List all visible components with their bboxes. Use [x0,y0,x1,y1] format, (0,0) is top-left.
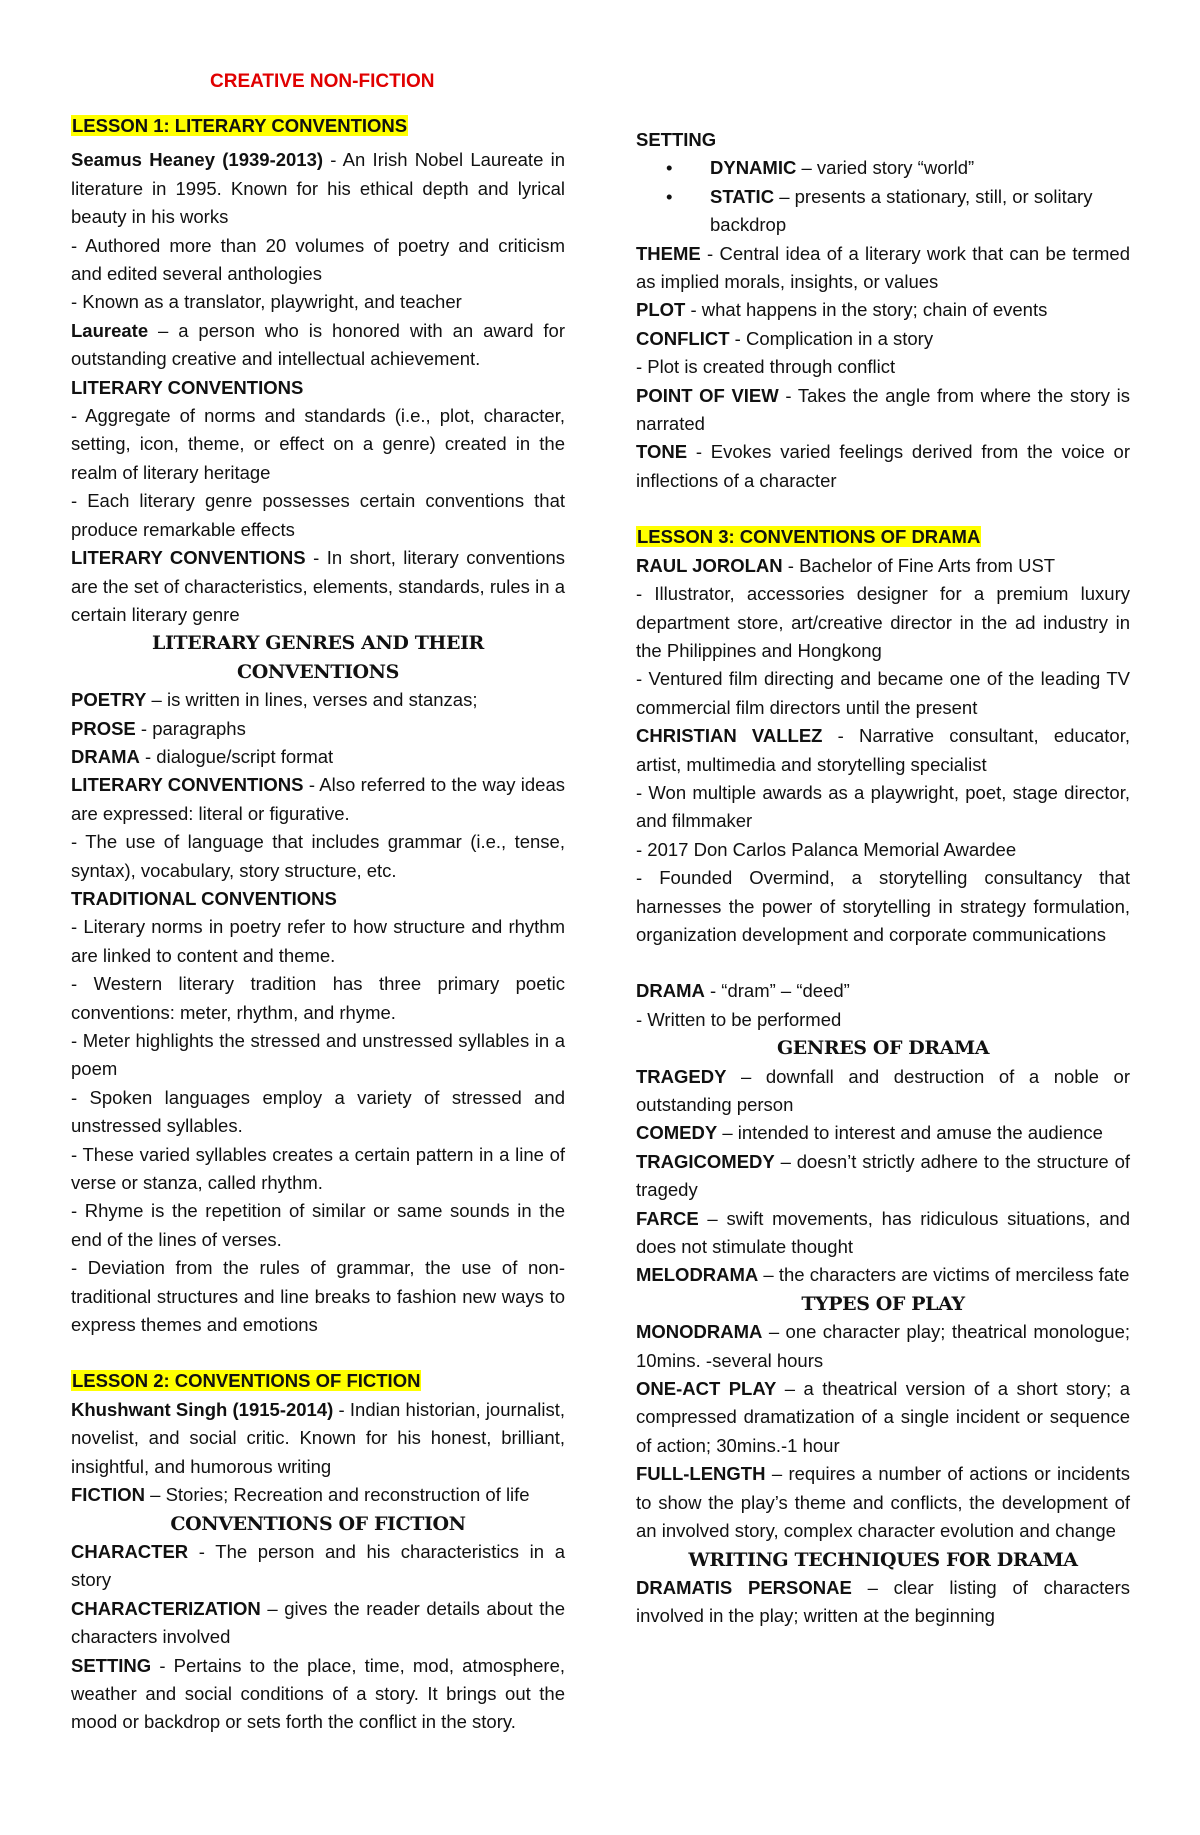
fiction-desc: – Stories; Recreation and reconstruction of life [145,1484,530,1506]
traditional-conventions-heading: TRADITIONAL CONVENTIONS [71,887,337,909]
tc-bullet-4: - Spoken languages employ a variety of stressed and unstressed syllables. [71,1086,565,1137]
poetry-entry [71,686,565,714]
laureate-term: Laureate [71,319,149,341]
static-term: STATIC [710,185,775,207]
jorolan-bullet-2: - Ventured film directing and became one of the leading TV commercial film directors until the present [636,668,1130,718]
lc-bullet-2: - Each literary genre possesses certain conventions that produce remarkable effects [71,490,565,540]
heaney-desc: - An Irish Nobel Laureate in literature in 1995. Known for his ethical depth and lyrical beauty in his works [71,149,565,228]
melodrama-desc: – the characters are victims of merciless fate [758,1264,1130,1286]
lc2-term: LITERARY CONVENTIONS [71,547,306,569]
personae-term: DRAMATIS PERSONAE [636,1576,852,1598]
left-column [71,112,565,1737]
drama-def-desc: - “dram” – “deed” [704,980,850,1002]
setting-desc: - Pertains to the place, time, mod, atmosphere, weather and social conditions of a story. It brings out the mood or backdrop or sets forth the conflict in the story. [71,1654,565,1733]
monodrama-desc: – one character play; theatrical monologue; 10mins. -several hours [636,1321,1130,1371]
singh-desc: - Indian historian, journalist, novelist, and social critic. Known for his honest, brilliant, insightful, and humorous writing [71,1398,565,1477]
heaney-bullet-1: - Authored more than 20 volumes of poetry and criticism and edited several anthologies [71,234,565,285]
farce-entry [636,1205,1130,1262]
tc-bullet-1: - Literary norms in poetry refer to how structure and rhythm are linked to content and theme. [71,916,565,966]
characterization-entry [71,1595,565,1652]
poetry-term: POETRY [71,689,147,711]
laureate-desc: – a person who is honored with an award for outstanding creative and intellectual achievement. [71,319,565,370]
drama-def-entry [636,977,1130,1005]
lc2-entry [71,544,565,629]
lc3-desc: - Also referred to the way ideas are expressed: literal or figurative. [71,774,565,824]
heaney-bullet-2: - Known as a translator, playwright, and teacher [71,291,462,313]
heaney-entry [71,146,565,231]
jorolan-entry [636,552,1130,580]
static-desc: – presents a stationary, still, or solitary backdrop [710,185,1093,236]
personae-desc: – clear listing of characters involved in the play; written at the beginning [636,1576,1130,1627]
theme-desc: - Central idea of a literary work that can be termed as implied morals, insights, or values [636,242,1130,293]
plot-desc: - what happens in the story; chain of events [685,299,1048,321]
bullet-icon: • [666,157,673,179]
character-term: CHARACTER [71,1540,189,1562]
character-desc: - The person and his characteristics in a story [71,1540,565,1591]
conflict-desc: - Complication in a story [729,327,934,349]
farce-desc: – swift movements, has ridiculous situations, and does not stimulate thought [636,1207,1130,1258]
dynamic-desc: – varied story “world” [796,157,975,179]
theme-entry [636,240,1130,297]
oneact-desc: – a theatrical version of a short story; a compressed dramatization of a single incident or sequence of action; 30mins.-1 hour [636,1378,1130,1456]
vallez-bullet-3: - Founded Overmind, a storytelling consultancy that harnesses the power of storytelling in strategy formulation, organization development and corporate communications [636,867,1130,945]
tragedy-term: TRAGEDY [636,1065,727,1087]
genres-of-drama-heading: GENRES OF DRAMA [776,1037,990,1060]
pov-term: POINT OF VIEW [636,384,779,406]
tone-desc: - Evokes varied feelings derived from the voice or inflections of a character [636,441,1130,491]
fulllength-term: FULL-LENGTH [636,1463,766,1485]
tc-bullet-7: - Deviation from the rules of grammar, the use of non-traditional structures and line breaks to fashion new ways to express themes and emotions [71,1257,565,1336]
tc-bullet-5: - These varied syllables creates a certain pattern in a line of verse or stanza, called rhythm. [71,1143,565,1194]
plot-entry [636,296,1130,324]
plot-term: PLOT [636,299,686,321]
tc-bullet-2: - Western literary tradition has three primary poetic conventions: meter, rhythm, and rhyme. [71,973,565,1023]
tc-bullet-6: - Rhyme is the repetition of similar or same sounds in the end of the lines of verses. [71,1200,565,1250]
list-item [636,154,1130,182]
tragedy-desc: – downfall and destruction of a noble or outstanding person [636,1065,1130,1115]
conventions-of-fiction-heading: CONVENTIONS OF FICTION [170,1512,466,1535]
right-column [636,126,1130,1631]
conflict-entry [636,325,1130,353]
fulllength-entry [636,1460,1130,1545]
jorolan-term: RAUL JOROLAN [636,554,783,576]
tc-bullet-3: - Meter highlights the stressed and unstressed syllables in a poem [71,1030,565,1080]
writing-techniques-heading: WRITING TECHNIQUES FOR DRAMA [688,1548,1078,1571]
characterization-term: CHARACTERIZATION [71,1597,261,1619]
genres-heading: LITERARY GENRES AND THEIR CONVENTIONS [152,632,484,683]
comedy-term: COMEDY [636,1122,718,1144]
conflict-term: CONFLICT [636,327,730,349]
monodrama-term: MONODRAMA [636,1321,763,1343]
tone-entry [636,438,1130,495]
setting-term: SETTING [71,1654,152,1676]
comedy-entry [636,1119,1130,1147]
lc3-bullet-1: - The use of language that includes grammar (i.e., tense, syntax), vocabulary, story structure, etc. [71,831,565,881]
fulllength-desc: – requires a number of actions or incidents to show the play’s theme and conflicts, the development of an involved story, complex character evolution and change [636,1463,1130,1542]
tone-term: TONE [636,441,688,463]
melodrama-entry [636,1261,1130,1289]
character-entry [71,1538,565,1595]
laureate-entry [71,317,565,374]
melodrama-term: MELODRAMA [636,1264,759,1286]
drama-def-term: DRAMA [636,980,705,1002]
lesson1-heading: LESSON 1: LITERARY CONVENTIONS [72,115,408,136]
prose-entry [71,715,565,743]
setting-heading: SETTING [636,129,717,150]
farce-term: FARCE [636,1207,699,1229]
tragedy-entry [636,1063,1130,1120]
oneact-term: ONE-ACT PLAY [636,1378,777,1400]
singh-term: Khushwant Singh (1915-2014) [71,1398,334,1420]
characterization-desc: – gives the reader details about the characters involved [71,1597,565,1648]
vallez-term: CHRISTIAN VALLEZ [636,725,823,747]
drama-term: DRAMA [71,745,140,767]
bullet-icon: • [666,185,673,207]
heaney-term: Seamus Heaney (1939-2013) [71,149,324,171]
types-of-play-heading: TYPES OF PLAY [801,1292,965,1315]
dynamic-term: DYNAMIC [710,157,797,179]
document-title: CREATIVE NON-FICTION [210,71,435,92]
lesson3-heading: LESSON 3: CONVENTIONS OF DRAMA [637,526,981,548]
tragicomedy-term: TRAGICOMEDY [636,1150,775,1172]
fiction-entry [71,1481,565,1509]
conflict-bullet-1: - Plot is created through conflict [636,356,896,378]
personae-entry [636,1574,1130,1631]
singh-entry [71,1396,565,1481]
literary-conventions-heading: LITERARY CONVENTIONS [71,376,304,398]
jorolan-bullet-1: - Illustrator, accessories designer for a premium luxury department store, art/creative director in the ad industry in the Philippines and Hongkong [636,583,1130,661]
drama-bullet-1: - Written to be performed [636,1008,842,1030]
lc-bullet-1: - Aggregate of norms and standards (i.e., plot, character, setting, icon, theme, or effect on a genre) created in the realm of literary heritage [71,405,565,483]
vallez-bullet-2: - 2017 Don Carlos Palanca Memorial Awardee [636,838,1017,860]
vallez-entry [636,722,1130,779]
lc3-term: LITERARY CONVENTIONS [71,774,304,796]
tragicomedy-entry [636,1148,1130,1205]
vallez-desc: - Narrative consultant, educator, artist, multimedia and storytelling specialist [636,725,1130,775]
poetry-desc: – is written in lines, verses and stanzas; [146,689,478,711]
setting-list [636,154,1130,239]
monodrama-entry [636,1318,1130,1375]
prose-desc: - paragraphs [135,717,246,739]
pov-desc: - Takes the angle from where the story is narrated [636,384,1131,435]
theme-term: THEME [636,242,701,264]
jorolan-desc: - Bachelor of Fine Arts from UST [782,554,1056,576]
drama-desc: - dialogue/script format [139,745,334,767]
pov-entry [636,382,1130,439]
vallez-bullet-1: - Won multiple awards as a playwright, poet, stage director, and filmmaker [636,781,1130,832]
oneact-entry [636,1375,1130,1460]
prose-term: PROSE [71,717,136,739]
lc3-entry [71,771,565,828]
drama-entry [71,743,565,771]
setting-entry [71,1652,565,1737]
lc2-desc: - In short, literary conventions are the set of characteristics, elements, standards, rules in a certain literary genre [71,547,565,625]
fiction-term: FICTION [71,1484,145,1506]
tragicomedy-desc: – doesn’t strictly adhere to the structure of tragedy [636,1150,1130,1201]
list-item [636,183,1130,240]
lesson2-heading: LESSON 2: CONVENTIONS OF FICTION [72,1370,421,1392]
comedy-desc: – intended to interest and amuse the audience [717,1122,1103,1144]
